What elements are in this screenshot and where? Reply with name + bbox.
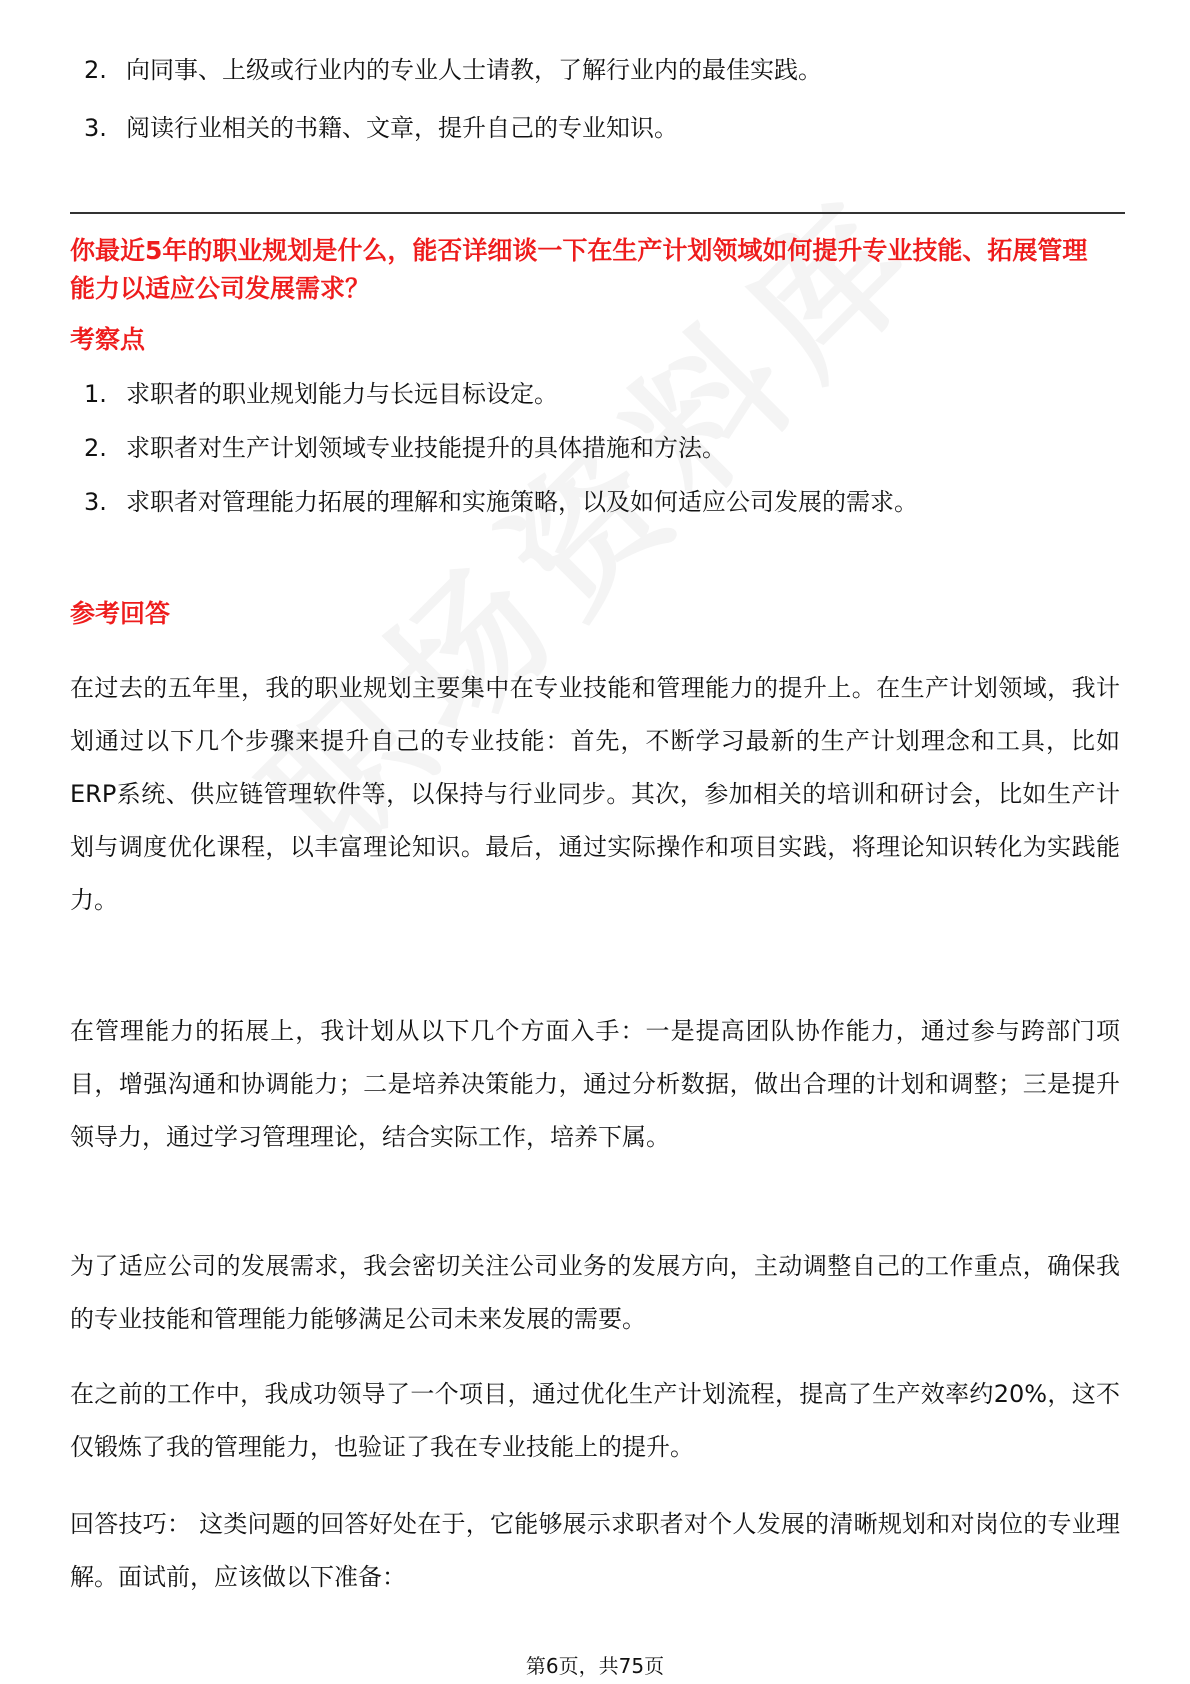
list-text: 向同事、上级或行业内的专业人士请教，了解行业内的最佳实践。 [126,56,822,84]
answer-heading: 参考回答 [70,599,171,628]
answer-tips-paragraph: 回答技巧： 这类问题的回答好处在于，它能够展示求职者对个人发展的清晰规划和对岗位的专业理解。面试前，应该做以下准备： [70,1510,1120,1591]
list-number: 1. [84,380,107,408]
list-text: 阅读行业相关的书籍、文章，提升自己的专业知识。 [126,114,678,142]
list-text: 求职者的职业规划能力与长远目标设定。 [126,380,558,408]
list-item [84,376,1124,412]
answer-paragraph: 在过去的五年里，我的职业规划主要集中在专业技能和管理能力的提升上。在生产计划领域，我计划通过以下几个步骤来提升自己的专业技能：首先，不断学习最新的生产计划理念和工具，比如ERP系统、供应链管理软件等，以保持与行业同步。其次，参加相关的培训和研讨会，比如生产计划与调度优化课程，以丰富理论知识。最后，通过实际操作和项目实践，将理论知识转化为实践能力。 [70,674,1120,914]
list-number: 3. [84,488,107,516]
answer-paragraph: 在管理能力的拓展上，我计划从以下几个方面入手：一是提高团队协作能力，通过参与跨部门项目，增强沟通和协调能力；二是培养决策能力，通过分析数据，做出合理的计划和调整；三是提升领导力，通过学习管理理论，结合实际工作，培养下属。 [70,1017,1120,1151]
list-item [84,52,1124,88]
section-divider [70,212,1125,214]
answer-paragraph: 在之前的工作中，我成功领导了一个项目，通过优化生产计划流程，提高了生产效率约20%，这不仅锻炼了我的管理能力，也验证了我在专业技能上的提升。 [70,1380,1120,1461]
page-number: 第6页，共75页 [525,1654,665,1678]
previous-list [84,52,1124,168]
list-number: 2. [84,434,107,462]
list-item [84,484,1124,520]
list-text: 求职者对生产计划领域专业技能提升的具体措施和方法。 [126,434,726,462]
question-title: 你最近5年的职业规划是什么，能否详细谈一下在生产计划领域如何提升专业技能、拓展管理能力以适应公司发展需求？ [70,236,1088,303]
list-text: 求职者对管理能力拓展的理解和实施策略，以及如何适应公司发展的需求。 [126,488,918,516]
points-heading: 考察点 [70,325,146,354]
list-item [84,110,1124,146]
list-item [84,430,1124,466]
answer-paragraph: 为了适应公司的发展需求，我会密切关注公司业务的发展方向，主动调整自己的工作重点，确保我的专业技能和管理能力能够满足公司未来发展的需要。 [70,1252,1120,1333]
list-number: 2. [84,56,107,84]
points-list [84,376,1124,538]
list-number: 3. [84,114,107,142]
